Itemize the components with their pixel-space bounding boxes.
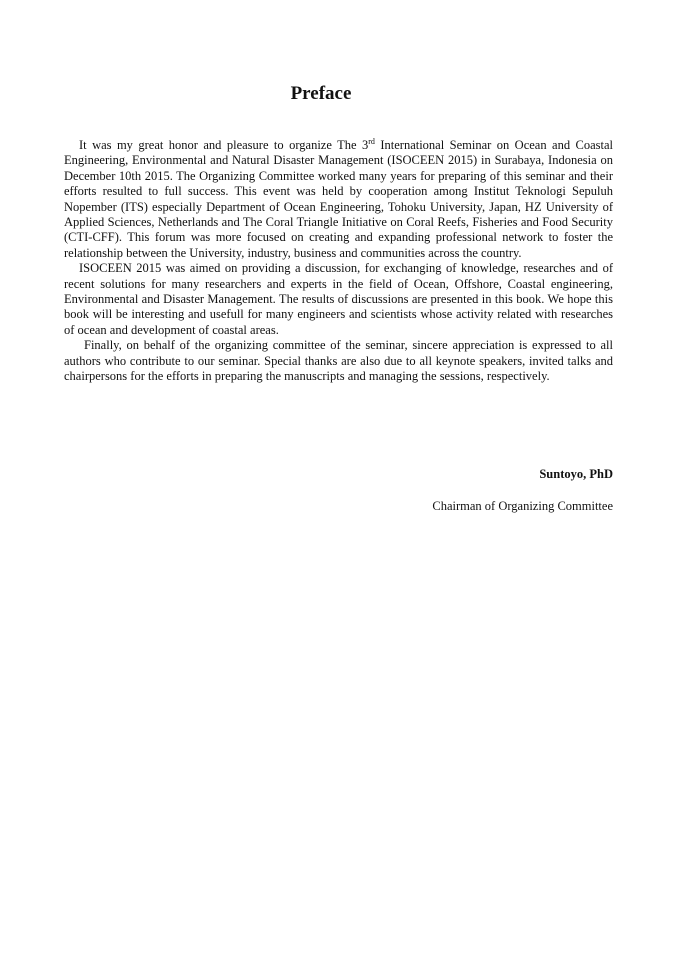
ordinal-superscript: rd xyxy=(368,137,375,146)
preface-body xyxy=(64,138,613,385)
paragraph-aims: ISOCEEN 2015 was aimed on providing a discussion, for exchanging of knowledge, researches and of recent solutions for many researchers and experts in the field of Ocean, Offshore, Coastal engineering, Environmental and Disaster Management. The results of discussions are presented in this book. We hope this book will be interesting and usefull for many engineers and scientists whose activity related with researches of ocean and development of coastal areas. xyxy=(64,261,613,337)
paragraph-intro xyxy=(64,138,613,261)
paragraph-acknowledgements: Finally, on behalf of the organizing committee of the seminar, sincere appreciation is expressed to all authors who contribute to our seminar. Special thanks are also due to all keynote speakers, invited talks and chairpersons for the efforts in preparing the manuscripts and managing the sessions, respectively. xyxy=(64,338,613,384)
page-title: Preface xyxy=(290,83,352,104)
signature-name: Suntoyo, PhD xyxy=(539,467,613,481)
signature-role: Chairman of Organizing Committee xyxy=(432,499,613,513)
paragraph-intro-text-end: International Seminar on Ocean and Coastal Engineering, Environmental and Natural Disaster Management (ISOCEEN 2015) in Surabaya, Indonesia on December 10th 2015. The Organizing Committee worked many years for preparing of this seminar and their efforts resulted to full success. This event was held by cooperation among Institut Teknologi Sepuluh Nopember (ITS) especially Department of Ocean Engineering, Tohoku University, Japan, HZ University of Applied Sciences, Netherlands and The Coral Triangle Initiative on Coral Reefs, Fisheries and Food Security (CTI-CFF). This forum was more focused on creating and expanding professional network to foster the relationship between the University, industry, business and communities across the country. xyxy=(64,138,614,260)
paragraph-intro-text-start: It was my great honor and pleasure to organize The 3 xyxy=(79,138,369,152)
